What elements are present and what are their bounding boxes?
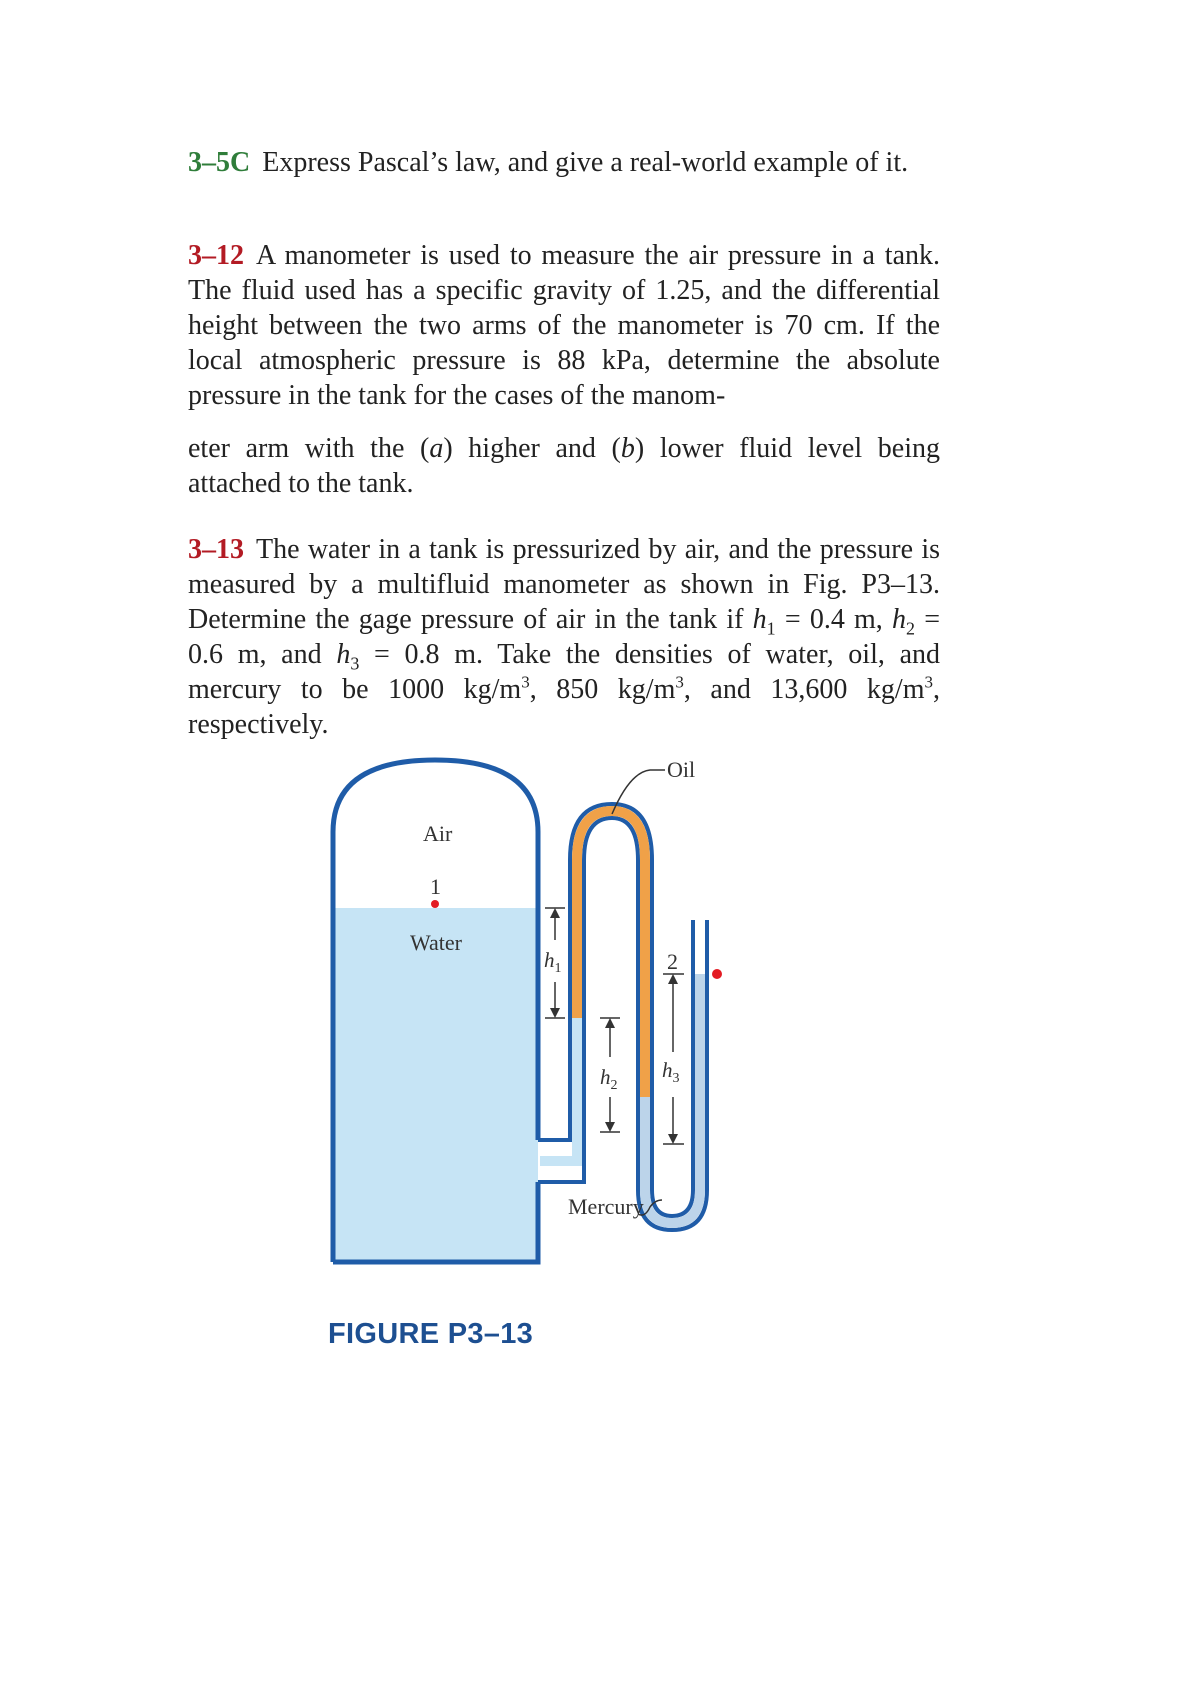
h1-value: = 0.4 m, [775,604,892,635]
problem-number: 3–12 [188,240,244,271]
figure-caption: FIGURE P3–13 [328,1318,534,1350]
problem-text: The water in a tank is pressurized by air, and the pressure is measured by a multifluid manometer as shown in Fig. P3–13. Determine the gage pressure of air in the tank if [188,534,940,635]
h2-arrowhead-down [605,1122,615,1132]
problem-3-12-continued [188,431,940,501]
mercury-label: Mercury [568,1194,644,1219]
h3-label: $h_3$ [662,1058,680,1086]
problem-text: , respectively. [188,674,940,740]
h3-value: = 0.8 m. Take the densities of water, oil, and mercury to be 1000 kg/m [188,639,940,705]
h1-arrowhead-down [550,1008,560,1018]
sub-3: 3 [350,653,360,674]
h2-label: $h_2$ [600,1065,618,1093]
h3-arrowhead-down [668,1134,678,1144]
problem-text: Express Pascal’s law, and give a real-world example of it. [262,147,909,178]
manometer-figure [300,752,820,1292]
h3-arrowhead-up [668,974,678,984]
problem-number: 3–13 [188,534,244,565]
case-a: a [429,433,444,464]
var-h1: h [752,604,767,635]
problem-text: ) higher and ( [443,433,621,464]
h2-arrowhead-up [605,1018,615,1028]
problem-text: ) lower fluid level being attached to the tank. [188,433,940,499]
problem-text: , 850 kg/m [529,674,676,705]
sub-1: 1 [766,618,776,639]
problem-3-5c [188,145,940,180]
h2-value: = 0.6 m, and [188,604,940,670]
oil-label: Oil [667,757,696,782]
point-2-label: 2 [667,949,678,974]
problem-number: 3–5C [188,147,251,178]
h1-arrowhead-up [550,908,560,918]
tank-water [333,908,538,1262]
point-1-marker [431,900,439,908]
tube-outer-wall [538,804,693,1216]
sup-3: 3 [521,672,530,692]
sup-3: 3 [924,672,933,692]
problem-text: A manometer is used to measure the air pressure in a tank. The fluid used has a specific gravity of 1.25, and the differential height between the two arms of the manometer is 70 cm. If the local atmospheric pressure is 88 kPa, determine the absolute pressure in the tank for the cases of the manom- [188,240,940,411]
air-label: Air [423,821,453,846]
point-2-marker [712,969,722,979]
problem-text: , and 13,600 kg/m [683,674,925,705]
tube-oil [577,811,645,1097]
problem-3-12 [188,238,940,413]
var-h2: h [892,604,906,635]
water-label: Water [410,930,462,955]
tube-inner-wall [538,818,707,1230]
problem-3-13 [188,532,940,742]
var-h3: h [336,639,351,670]
problem-text: eter arm with the ( [188,433,430,464]
point-1-label: 1 [430,874,441,899]
case-b: b [620,433,635,464]
h1-label: $h_1$ [544,948,562,976]
sup-3: 3 [675,672,684,692]
sub-2: 2 [906,618,915,639]
